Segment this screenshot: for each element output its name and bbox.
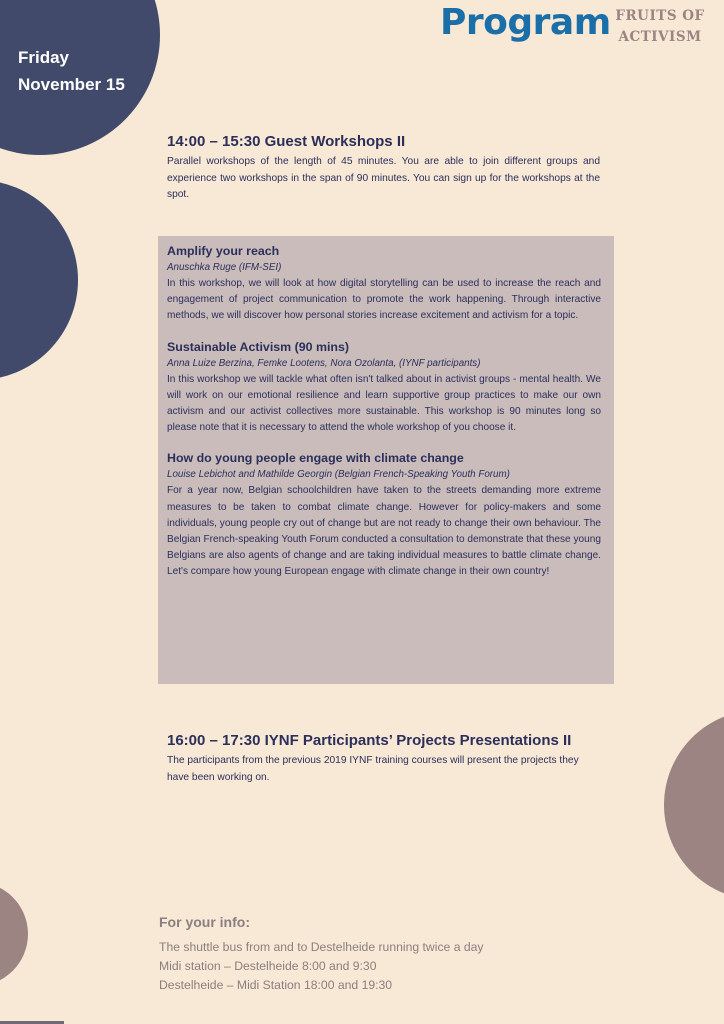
- info-title: For your info:: [159, 914, 250, 930]
- workshop-item: [167, 242, 601, 325]
- workshop-title: How do young people engage with climate change: [167, 451, 464, 466]
- session-title: 16:00 – 17:30 IYNF Participants’ Projects Presentations II: [167, 732, 572, 749]
- workshop-item: [167, 449, 601, 580]
- event-tagline: [604, 6, 716, 48]
- event-tagline-line2: ACTIVISM: [618, 29, 702, 45]
- workshop-speakers: Anuschka Ruge (IFM-SEI): [167, 262, 282, 273]
- date-month-day: November 15: [18, 75, 125, 94]
- decorative-circle-right: [664, 710, 724, 900]
- info-line: The shuttle bus from and to Destelheide running twice a day: [159, 940, 484, 954]
- workshop-description: In this workshop we will tackle what often isn't talked about in activist groups - mental health. We will work on our emotional resilience and learn supportive group practices to make our own activism and our activist collectives more sustainable. This workshop is 90 minutes long so please note that it is necessary to attend the whole workshop of you choose it.: [167, 373, 601, 434]
- decorative-circle-bottom-left: [0, 882, 28, 986]
- workshops-box: [158, 236, 614, 684]
- session-participants-presentations: [167, 732, 600, 786]
- workshop-description: For a year now, Belgian schoolchildren have taken to the streets demanding more extreme measures to be taken to combat climate change. However for policy-makers and some individuals, young people cry out of change but are not ready to change their own behaviour. The Belgian French-speaking Youth Forum conducted a consultation to demonstrate that these young Belgians are also agents of change and are taking individual measures to battle climate change. Let's compare how young European engage with climate change in their own country!: [167, 485, 601, 578]
- workshop-item: [167, 338, 601, 437]
- info-section: [159, 914, 484, 995]
- workshop-title: Amplify your reach: [167, 244, 280, 258]
- info-line: Destelheide – Midi Station 18:00 and 19:30: [159, 978, 393, 992]
- workshop-description: In this workshop, we will look at how digital storytelling can be used to increase the reach and engagement of project communication to promote the work happening. Through interactive methods, we will discover how personal stories increase excitement and activism for a topic.: [167, 278, 601, 322]
- event-tagline-line1: FRUITS OF: [615, 8, 705, 24]
- date-label: [18, 44, 125, 98]
- info-line: Midi station – Destelheide 8:00 and 9:30: [159, 959, 377, 973]
- workshop-title: Sustainable Activism (90 mins): [167, 339, 350, 354]
- workshop-speakers: Anna Luize Berzina, Femke Lootens, Nora Ozolanta, (IYNF participants): [167, 357, 481, 369]
- session-guest-workshops: [167, 133, 600, 204]
- decorative-circle-mid-left: [0, 180, 78, 380]
- workshop-speakers: Louise Lebichot and Mathilde Georgin (Belgian French-Speaking Youth Forum): [167, 469, 510, 481]
- session-title: 14:00 – 15:30 Guest Workshops II: [167, 133, 406, 150]
- page-title: Program: [440, 2, 611, 43]
- date-day: Friday: [18, 48, 70, 67]
- session-description: Parallel workshops of the length of 45 minutes. You are able to join different groups and experience two workshops in the span of 90 minutes. You can sign up for the workshops at the spot.: [167, 156, 600, 200]
- session-description: The participants from the previous 2019 IYNF training courses will present the projects they have been working on.: [167, 755, 579, 783]
